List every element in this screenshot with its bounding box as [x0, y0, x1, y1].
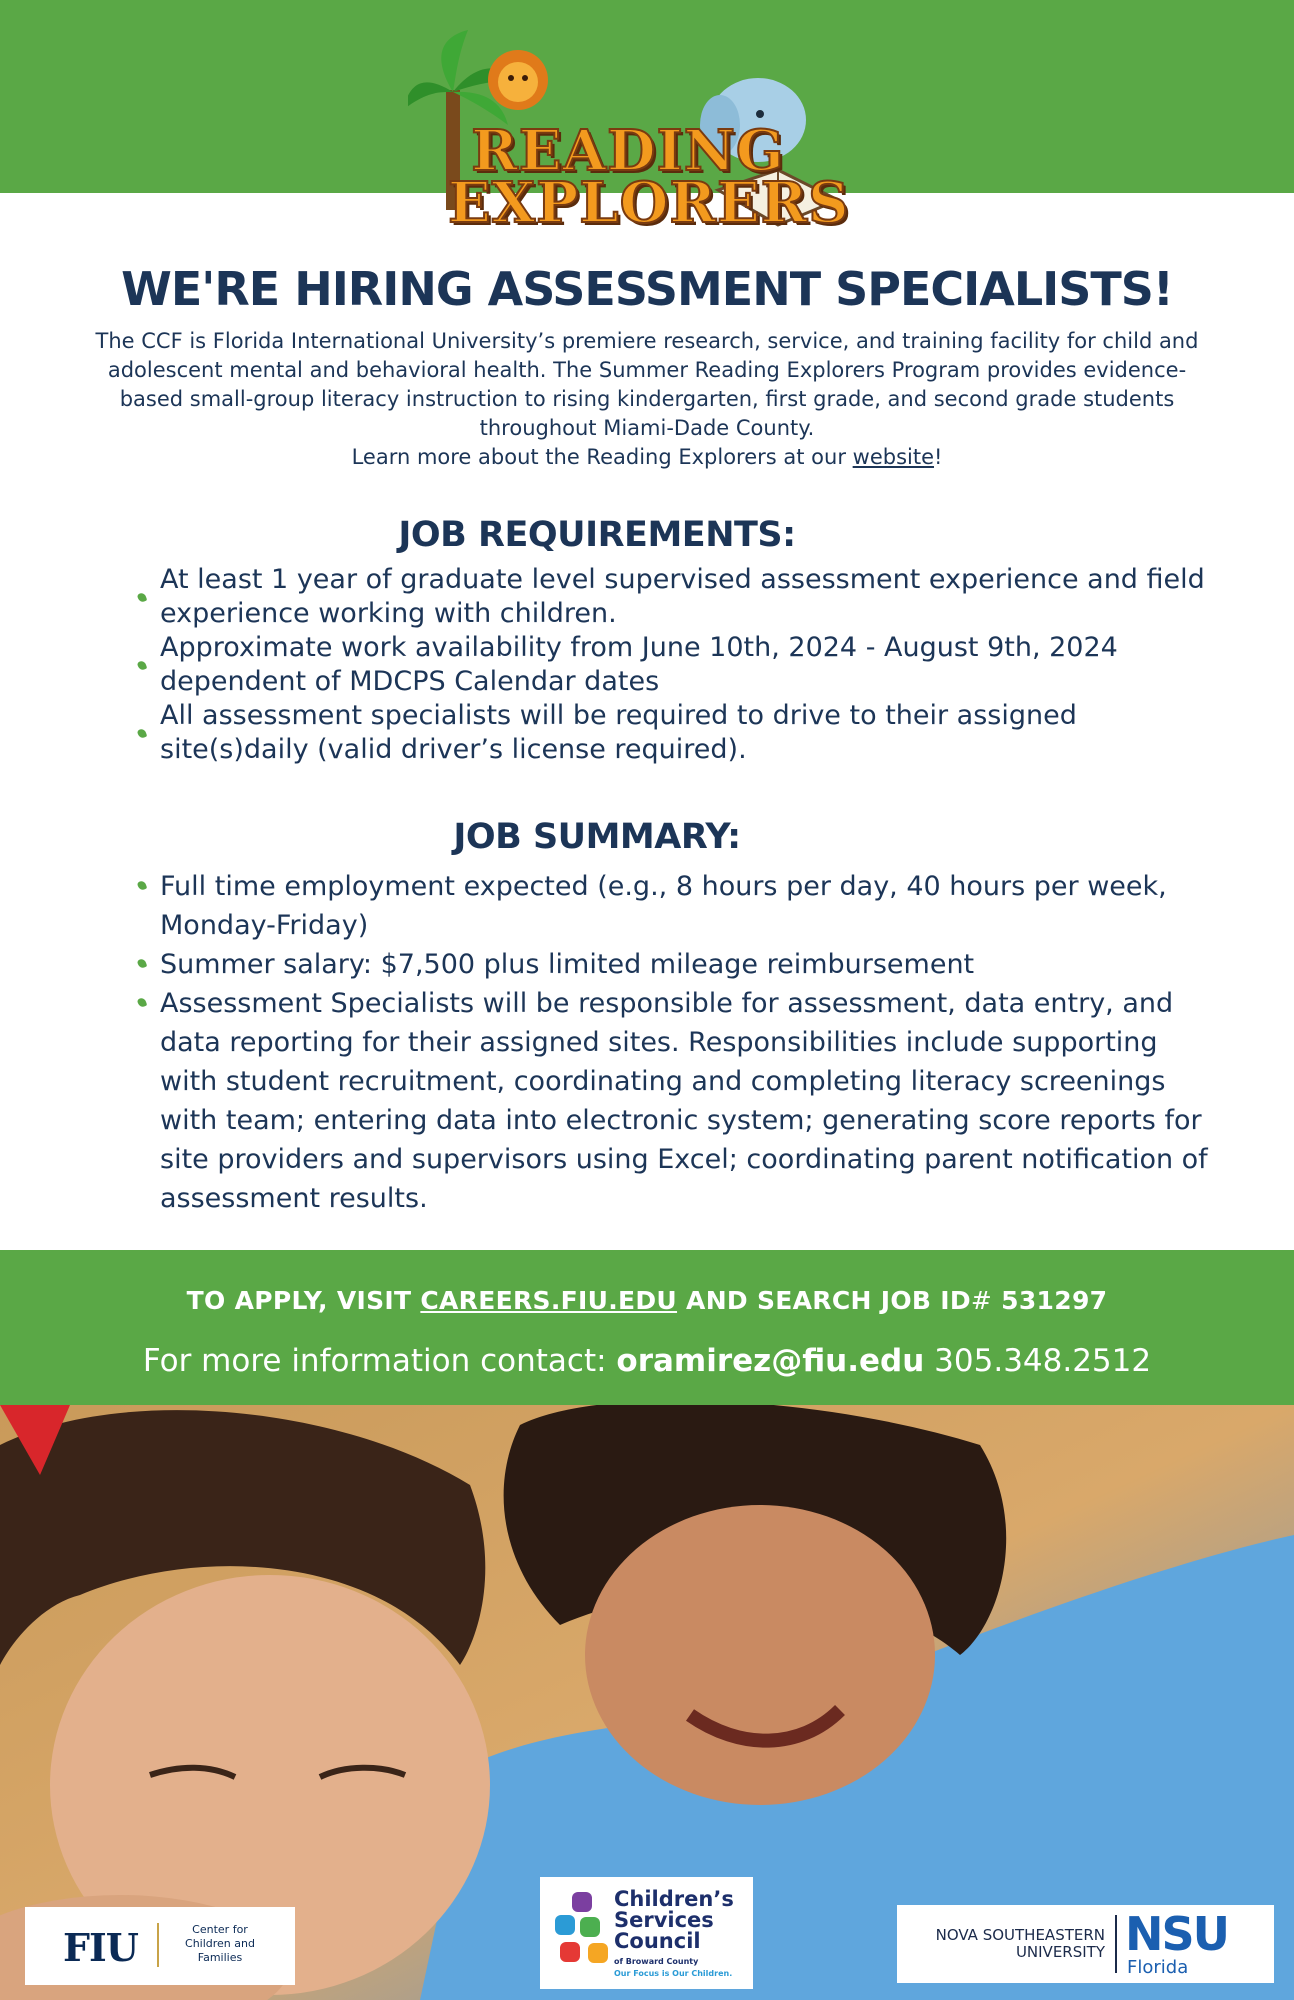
- reading-explorers-logo: [408, 30, 848, 255]
- bullet-icon: [137, 592, 148, 603]
- contact-email[interactable]: oramirez@fiu.edu: [616, 1343, 925, 1379]
- contact-label: For more information contact:: [142, 1343, 617, 1379]
- bullet-icon: [137, 997, 148, 1008]
- csc-sub: of Broward County: [614, 1957, 699, 1966]
- requirements-list: [160, 563, 1220, 767]
- hero-photo: [0, 1405, 1294, 2000]
- fiu-divider: [157, 1923, 159, 1967]
- list-item: [160, 984, 1220, 1218]
- csc-name-line-2: Services: [614, 1908, 714, 1932]
- fiu-mark: FIU: [63, 1925, 138, 1970]
- list-item: [160, 563, 1220, 631]
- logo-wordmark: [448, 118, 850, 236]
- requirements-title: JOB REQUIREMENTS:: [398, 515, 796, 555]
- requirement-text-1: At least 1 year of graduate level supervised assessment experience and field experience working with children.: [160, 564, 1205, 629]
- bullet-icon: [137, 728, 148, 739]
- logo-line-1: READING: [471, 118, 785, 184]
- bullet-icon: [137, 660, 148, 671]
- apply-prefix: TO APPLY, VISIT: [186, 1286, 421, 1315]
- csc-logo: [540, 1877, 753, 1989]
- summary-text-2: Summer salary: $7,500 plus limited mileage reimbursement: [160, 949, 975, 980]
- contact-phone: 305.348.2512: [924, 1343, 1152, 1379]
- nsu-name-line-2: UNIVERSITY: [1015, 1943, 1105, 1961]
- summary-text-3: Assessment Specialists will be responsible for assessment, data entry, and data reporting for their assigned sites. Responsibilities include supporting with student recruitment, coordinating and completing literacy screenings with team; entering data into electronic system; generating score reports for site providers and supervisors using Excel; coordinating parent notification of assessment results.: [160, 988, 1208, 1214]
- fiu-name: Center for Children and Families: [185, 1923, 255, 1964]
- list-item: [160, 945, 1220, 984]
- intro-paragraph: The CCF is Florida International University’s premiere research, service, and training facility for child and adolescent mental and behavioral health. The Summer Reading Explorers Program provides evidence-based small-group literacy instruction to rising kindergarten, first grade, and second grade students throughout Miami-Dade County.: [95, 329, 1199, 440]
- summary-list: [160, 867, 1220, 1218]
- list-item: [160, 699, 1220, 767]
- apply-suffix: AND SEARCH JOB ID: [677, 1286, 971, 1315]
- apply-band: [0, 1250, 1294, 1405]
- logo-line-2: EXPLORERS: [448, 170, 850, 236]
- learn-more-suffix: !: [934, 445, 943, 469]
- list-item: [160, 631, 1220, 699]
- nsu-name: [911, 1927, 1105, 1961]
- job-id: 531297: [992, 1286, 1108, 1315]
- nsu-mark: NSU: [1125, 1907, 1228, 1961]
- website-link[interactable]: website: [852, 445, 934, 469]
- summary-text-1: Full time employment expected (e.g., 8 hours per day, 40 hours per week, Monday-Friday): [160, 871, 1167, 941]
- intro-text: [95, 327, 1199, 472]
- page-title: WE'RE HIRING ASSESSMENT SPECIALISTS!: [121, 262, 1173, 316]
- careers-link[interactable]: CAREERS.FIU.EDU: [420, 1286, 678, 1315]
- puzzle-icon: [550, 1887, 620, 1977]
- nsu-divider: [1115, 1915, 1117, 1973]
- bullet-icon: [137, 880, 148, 891]
- list-item: [160, 867, 1220, 945]
- csc-name: [614, 1889, 734, 1952]
- csc-name-line-3: Council: [614, 1929, 701, 1953]
- nsu-sub: Florida: [1127, 1957, 1189, 1978]
- learn-more-prefix: Learn more about the Reading Explorers at our: [351, 445, 853, 469]
- learn-more-line: [95, 443, 1199, 472]
- csc-name-line-1: Children’s: [614, 1887, 734, 1911]
- requirement-text-2: Approximate work availability from June 10th, 2024 - August 9th, 2024 dependent of MDCPS Calendar dates: [160, 632, 1118, 697]
- hash-symbol: #: [970, 1286, 993, 1315]
- summary-title: JOB SUMMARY:: [453, 817, 741, 857]
- nsu-name-line-1: NOVA SOUTHEASTERN: [935, 1926, 1105, 1944]
- fiu-logo: [25, 1907, 295, 1985]
- bullet-icon: [137, 958, 148, 969]
- apply-instructions: [0, 1286, 1294, 1315]
- csc-tagline: Our Focus is Our Children.: [614, 1969, 733, 1978]
- nsu-logo: [897, 1905, 1274, 1983]
- requirement-text-3: All assessment specialists will be required to drive to their assigned site(s)daily (valid driver’s license required).: [160, 700, 1077, 765]
- contact-info: [0, 1343, 1294, 1379]
